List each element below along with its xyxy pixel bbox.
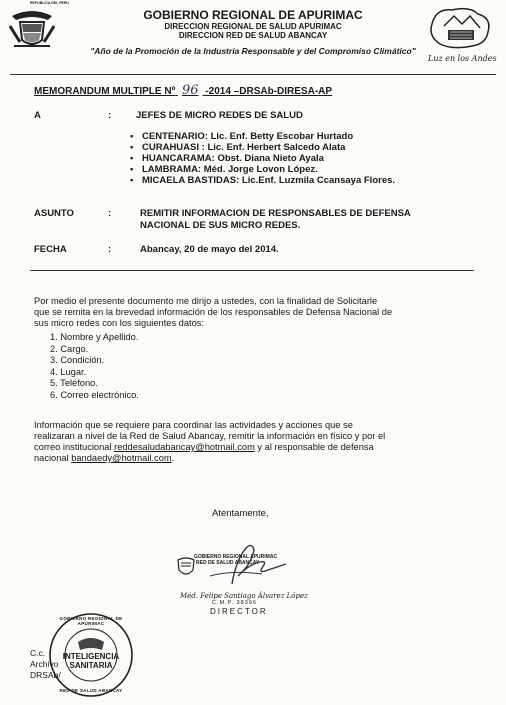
cc-archivo: Archivo — [30, 659, 59, 669]
header-sub1: DIRECCION REGIONAL DE SALUD APURIMAC — [164, 22, 342, 31]
asunto-line1: REMITIR INFORMACION DE RESPONSABLES DE DEFENSA — [140, 208, 411, 219]
republica-label: REPUBLICA DEL PERU — [30, 1, 69, 5]
list-item: 1. Nombre y Apellido. — [50, 332, 139, 342]
fecha-label: FECHA — [34, 244, 67, 255]
fecha-divider — [30, 270, 474, 271]
header-divider — [10, 74, 496, 75]
header-motto: "Año de la Promoción de la Industria Responsable y del Compromiso Climático" — [90, 46, 416, 56]
seal-ring-bottom: RED DE SALUD ABANCAY — [59, 688, 123, 693]
asunto-colon: : — [108, 208, 112, 219]
memo-prefix: MEMORANDUM MULTIPLE Nº — [34, 86, 176, 97]
seal-ring-top: GOBIERNO REGIONAL DE APURIMAC — [59, 616, 123, 626]
body-p2-line4: nacional bandaedy@hotmail.com. — [34, 453, 175, 463]
list-item: 5. Teléfono. — [50, 378, 98, 388]
list-item: 3. Condición. — [50, 355, 105, 365]
a-label: A — [34, 110, 41, 121]
list-item: 2. Cargo. — [50, 343, 89, 354]
fecha-value: Abancay, 20 de mayo del 2014. — [140, 244, 279, 255]
recipient-item: • LAMBRAMA: Méd. Jorge Lovon López. — [142, 164, 395, 175]
signer-name: Méd. Felipe Santiago Álvarez López — [180, 592, 308, 600]
stamp-line2: RED DE SALUD ABANCAY — [196, 560, 260, 566]
stamp-line1: GOBIERNO REGIONAL APURIMAC — [194, 554, 278, 560]
memo-suffix: -2014 –DRSAb-DIRESA-AP — [205, 86, 333, 97]
a-colon: : — [108, 110, 112, 121]
list-item: 4. Lugar. — [50, 366, 87, 377]
cc-ref: DRSAb/ — [30, 670, 61, 680]
signer-title: DIRECTOR — [210, 607, 268, 616]
body-p2-line1: Información que se requiere para coordinar las actividades y acciones que se — [34, 420, 353, 430]
requested-data-list — [50, 332, 139, 401]
body-p1-line1: Por medio el presente documento me dirijo a ustedes, con la finalidad de Solicitarle — [34, 296, 378, 306]
recipient-item: • HUANCARAMA: Obst. Diana Nieto Ayala — [142, 153, 395, 164]
atentamente-text: Atentamente, — [212, 508, 269, 519]
recipient-item: • CURAHUASI : Lic. Enf. Herbert Salcedo Alata — [142, 142, 395, 153]
body-p1-line3: sus micro redes con los siguientes datos: — [34, 318, 205, 328]
defense-email-link[interactable]: bandaedy@hotmail.com — [71, 453, 172, 463]
a-value: JEFES DE MICRO REDES DE SALUD — [136, 110, 303, 121]
list-item: 6. Correo electrónico. — [50, 389, 139, 400]
body-p2-line2: realizaran a nivel de la Red de Salud Abancay, remitir la información en físico y por el — [34, 431, 386, 441]
seal-center-text: INTELIGENCIA SANITARIA — [62, 652, 120, 670]
recipient-item: • MICAELA BASTIDAS: Lic.Enf. Luzmila Ccansaya Flores. — [142, 175, 395, 186]
logo-caption: Luz en los Andes — [428, 54, 497, 63]
recipient-item: • CENTENARIO: Lic. Enf. Betty Escobar Hurtado — [142, 131, 395, 142]
director-stamp — [176, 546, 308, 616]
institutional-email-link[interactable]: reddesaludabancay@hotmail.com — [114, 442, 255, 452]
asunto-line2: NACIONAL DE SUS MICRO REDES. — [140, 220, 301, 231]
fecha-colon: : — [108, 244, 112, 255]
memo-handwritten-number: 96 — [182, 83, 199, 98]
handwritten-signature — [202, 540, 292, 590]
body-p2-line3: correo institucional reddesaludabancay@hotmail.com y al responsable de defensa — [34, 442, 374, 452]
cc-label: C.c. — [30, 648, 46, 658]
asunto-label: ASUNTO — [34, 208, 74, 219]
body-paragraph-1 — [34, 296, 468, 329]
signer-cmp: C.M.P. 38396 — [212, 600, 257, 606]
stamp-emblem-icon — [176, 556, 196, 578]
body-paragraph-2 — [34, 420, 468, 464]
body-p1-line2: que se remita en la brevedad información de los responsables de Defensa Nacional de — [34, 307, 393, 317]
recipient-list — [142, 131, 395, 186]
memo-number-line — [34, 83, 332, 98]
header-sub2: DIRECCION RED DE SALUD ABANCAY — [178, 31, 328, 40]
inteligencia-sanitaria-seal — [48, 612, 134, 698]
header-title: GOBIERNO REGIONAL DE APURIMAC — [143, 8, 363, 22]
